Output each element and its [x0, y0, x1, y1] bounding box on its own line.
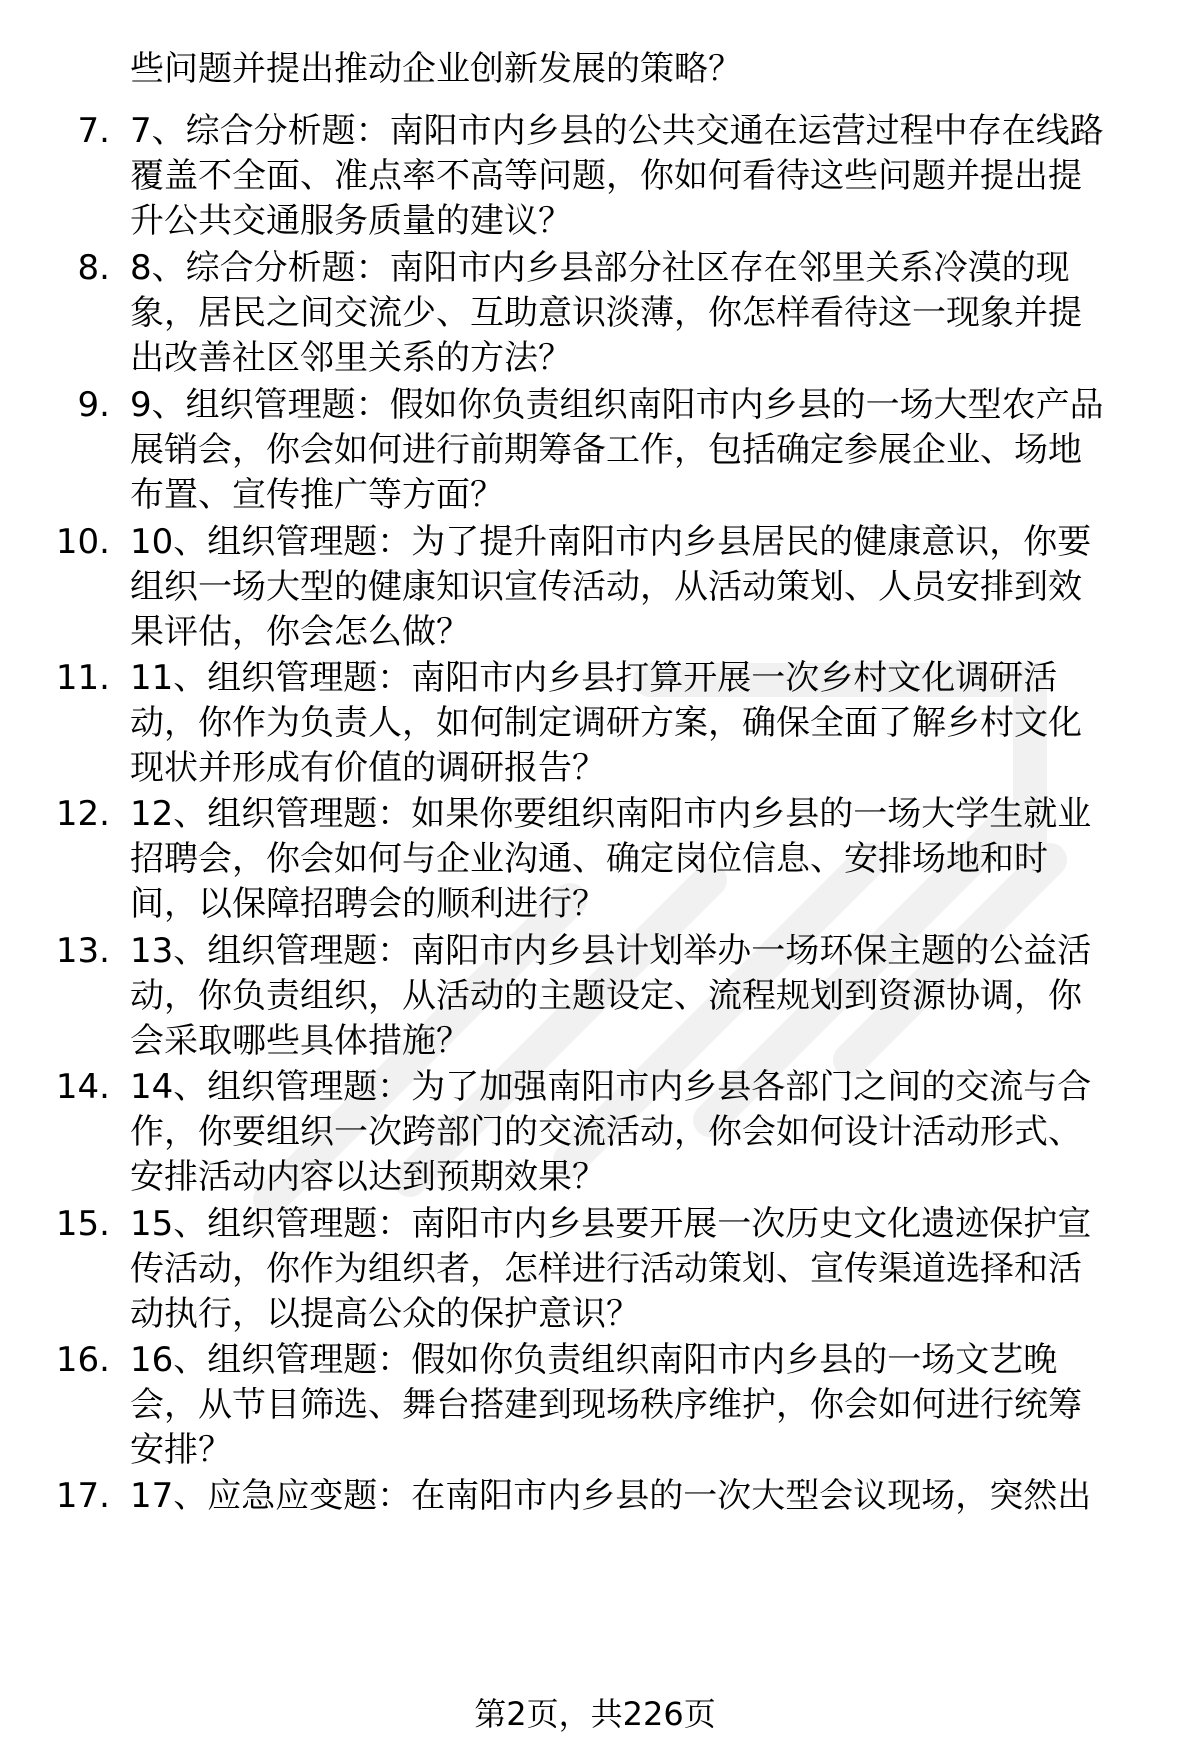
list-item-number: 8. [77, 248, 110, 288]
list-item-line: 9、组织管理题：假如你负责组织南阳市内乡县的一场大型农产品 [130, 385, 1104, 425]
list-item-line: 出改善社区邻里关系的方法？ [130, 338, 572, 378]
continuation-text: 些问题并提出推动企业创新发展的策略？ [130, 49, 742, 89]
list-item-line: 升公共交通服务质量的建议？ [130, 201, 572, 241]
list-item-number: 13. [55, 931, 110, 971]
list-item-line: 14、组织管理题：为了加强南阳市内乡县各部门之间的交流与合 [130, 1067, 1092, 1107]
list-item-line: 16、组织管理题：假如你负责组织南阳市内乡县的一场文艺晚 [130, 1340, 1058, 1380]
list-item-line: 组织一场大型的健康知识宣传活动，从活动策划、人员安排到效 [130, 567, 1082, 607]
list-item-line: 间，以保障招聘会的顺利进行？ [130, 884, 606, 924]
list-item-number: 9. [77, 385, 110, 425]
list-item-number: 11. [55, 658, 110, 698]
list-item-line: 动，你作为负责人，如何制定调研方案，确保全面了解乡村文化 [130, 703, 1082, 743]
list-item-line: 传活动，你作为组织者，怎样进行活动策划、宣传渠道选择和活 [130, 1249, 1082, 1289]
list-item-line: 现状并形成有价值的调研报告？ [130, 748, 606, 788]
list-item-line: 安排？ [130, 1430, 232, 1470]
list-item-line: 会，从节目筛选、舞台搭建到现场秩序维护，你会如何进行统筹 [130, 1385, 1082, 1425]
list-item-number: 14. [55, 1067, 110, 1107]
list-item-text [130, 246, 1170, 381]
list-item-line: 7、综合分析题：南阳市内乡县的公共交通在运营过程中存在线路 [130, 111, 1104, 151]
list-item-number: 12. [55, 794, 110, 834]
list-item-text [130, 792, 1170, 927]
list-item-text [130, 656, 1170, 791]
list-item-number: 16. [55, 1340, 110, 1380]
list-item-line: 布置、宣传推广等方面？ [130, 475, 504, 515]
list-item-line: 11、组织管理题：南阳市内乡县打算开展一次乡村文化调研活 [130, 658, 1058, 698]
list-item-line: 动执行，以提高公众的保护意识？ [130, 1294, 640, 1334]
list-item-number: 17. [55, 1476, 110, 1516]
list-item-text [130, 1338, 1170, 1473]
list-item-line: 象，居民之间交流少、互助意识淡薄，你怎样看待这一现象并提 [130, 293, 1082, 333]
list-item-line: 12、组织管理题：如果你要组织南阳市内乡县的一场大学生就业 [130, 794, 1092, 834]
list-item-line: 8、综合分析题：南阳市内乡县部分社区存在邻里关系冷漠的现 [130, 248, 1070, 288]
list-item-line: 覆盖不全面、准点率不高等问题，你如何看待这些问题并提出提 [130, 156, 1082, 196]
list-item-line: 会采取哪些具体措施？ [130, 1021, 470, 1061]
list-item-line: 展销会，你会如何进行前期筹备工作，包括确定参展企业、场地 [130, 430, 1082, 470]
list-item-line: 作，你要组织一次跨部门的交流活动，你会如何设计活动形式、 [130, 1112, 1082, 1152]
list-item-text [130, 383, 1170, 518]
list-item-line: 13、组织管理题：南阳市内乡县计划举办一场环保主题的公益活 [130, 931, 1092, 971]
list-item-line: 安排活动内容以达到预期效果？ [130, 1157, 606, 1197]
list-item-line: 10、组织管理题：为了提升南阳市内乡县居民的健康意识，你要 [130, 522, 1092, 562]
list-item-text [130, 1474, 1170, 1519]
page-footer: 第2页，共226页 [474, 1695, 716, 1733]
list-item-text [130, 1065, 1170, 1200]
list-item-line: 招聘会，你会如何与企业沟通、确定岗位信息、安排场地和时 [130, 839, 1048, 879]
list-item-text [130, 929, 1170, 1064]
list-item-number: 10. [55, 522, 110, 562]
list-item-text [130, 1202, 1170, 1337]
list-item-line: 动，你负责组织，从活动的主题设定、流程规划到资源协调，你 [130, 976, 1082, 1016]
list-item-line: 果评估，你会怎么做？ [130, 612, 470, 652]
list-item-line: 17、应急应变题：在南阳市内乡县的一次大型会议现场，突然出 [130, 1476, 1092, 1516]
list-item-number: 7. [77, 111, 110, 151]
list-item-number: 15. [55, 1204, 110, 1244]
list-item-line: 15、组织管理题：南阳市内乡县要开展一次历史文化遗迹保护宣 [130, 1204, 1092, 1244]
list-item-text [130, 520, 1170, 655]
list-item-text [130, 109, 1170, 244]
